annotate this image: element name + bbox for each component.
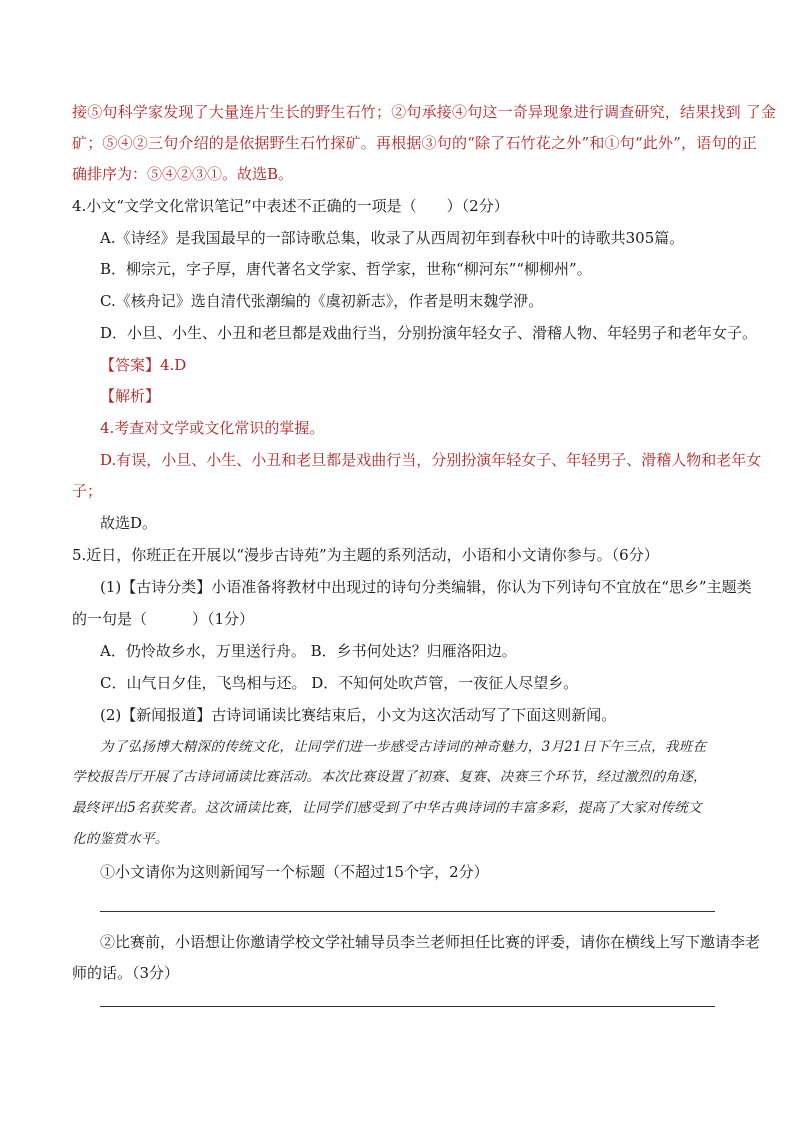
analysis-line-2: 矿；⑤④②三句介绍的是依据野生石竹探矿。再根据③句的“除了石竹花之外”和①句“此外”，语句的正 (72, 134, 758, 152)
q5-options-row-1: A．仍怜故乡水，万里送行舟。 B．乡书何处达？归雁洛阳边。 (100, 642, 517, 660)
answer-line-1[interactable] (100, 911, 715, 912)
q4-stem: 4.小文“文学文化常识笔记”中表述不正确的一项是（ ）（2分） (72, 197, 509, 215)
q5-task-1: ①小文请你为这则新闻写一个标题（不超过15个字，2分） (100, 863, 489, 881)
news-line-4: 化的鉴赏水平。 (72, 831, 169, 847)
q4-conclusion: 故选D。 (100, 514, 158, 532)
q4-analysis-label: 【解析】 (100, 387, 161, 405)
q4-option-b: B．柳宗元，字子厚，唐代著名文学家、哲学家，世称“柳河东”“柳柳州”。 (100, 260, 592, 278)
q5-sub1-line-1: (1)【古诗分类】小语准备将教材中出现过的诗句分类编辑，你认为下列诗句不宜放在“思乡”主题类 (100, 578, 752, 596)
q4-option-a: A.《诗经》是我国最早的一部诗歌总集，收录了从西周初年到春秋中叶的诗歌共305篇。 (100, 229, 685, 247)
news-line-3: 最终评出5名获奖者。这次诵读比赛，让同学们感受到了中华古典诗词的丰富多彩，提高了大家对传统文 (72, 800, 702, 816)
q4-option-d: D．小旦、小生、小丑和老旦都是戏曲行当，分别扮演年轻女子、滑稽人物、年轻男子和老年女子。 (100, 324, 758, 342)
q4-answer: 【答案】4.D (100, 356, 187, 374)
q5-task-2-line-1: ②比赛前，小语想让你邀请学校文学社辅导员李兰老师担任比赛的评委，请你在横线上写下邀请李老 (100, 933, 761, 951)
q4-option-c: C.《核舟记》选自清代张潮编的《虞初新志》，作者是明末魏学洢。 (100, 292, 544, 310)
analysis-line-3: 确排序为：⑤④②③①。故选B。 (72, 165, 294, 183)
q4-analysis-line-1: 4.考查对文学或文化常识的掌握。 (100, 419, 325, 437)
news-line-1: 为了弘扬博大精深的传统文化，让同学们进一步感受古诗词的神奇魅力，3月21日下午三点，我班在 (100, 739, 707, 755)
q4-analysis-line-2: D.有误，小旦、小生、小丑和老旦都是戏曲行当，分别扮演年轻女子、年轻男子、滑稽人物和老年女 (100, 451, 762, 469)
analysis-line-1: 接⑤句科学家发现了大量连片生长的野生石竹；②句承接④句这一奇异现象进行调查研究，结果找到 了金 (72, 103, 777, 121)
news-line-2: 学校报告厅开展了古诗词诵读比赛活动。本次比赛设置了初赛、复赛、决赛三个环节，经过激烈的角逐， (72, 769, 707, 785)
q5-task-2-line-2: 师的话。（3分） (72, 964, 180, 982)
q5-stem: 5.近日，你班正在开展以“漫步古诗苑”为主题的系列活动，小语和小文请你参与。（6分） (72, 546, 659, 564)
q5-sub2: (2)【新闻报道】古诗词诵读比赛结束后，小文为这次活动写了下面这则新闻。 (100, 706, 617, 724)
answer-line-2[interactable] (100, 1006, 715, 1007)
q5-options-row-2: C．山气日夕佳，飞鸟相与还。 D．不知何处吹芦管，一夜征人尽望乡。 (100, 674, 579, 692)
q5-sub1-line-2: 的一句是（ ）（1分） (72, 610, 255, 628)
q4-analysis-line-3: 子； (72, 482, 103, 500)
